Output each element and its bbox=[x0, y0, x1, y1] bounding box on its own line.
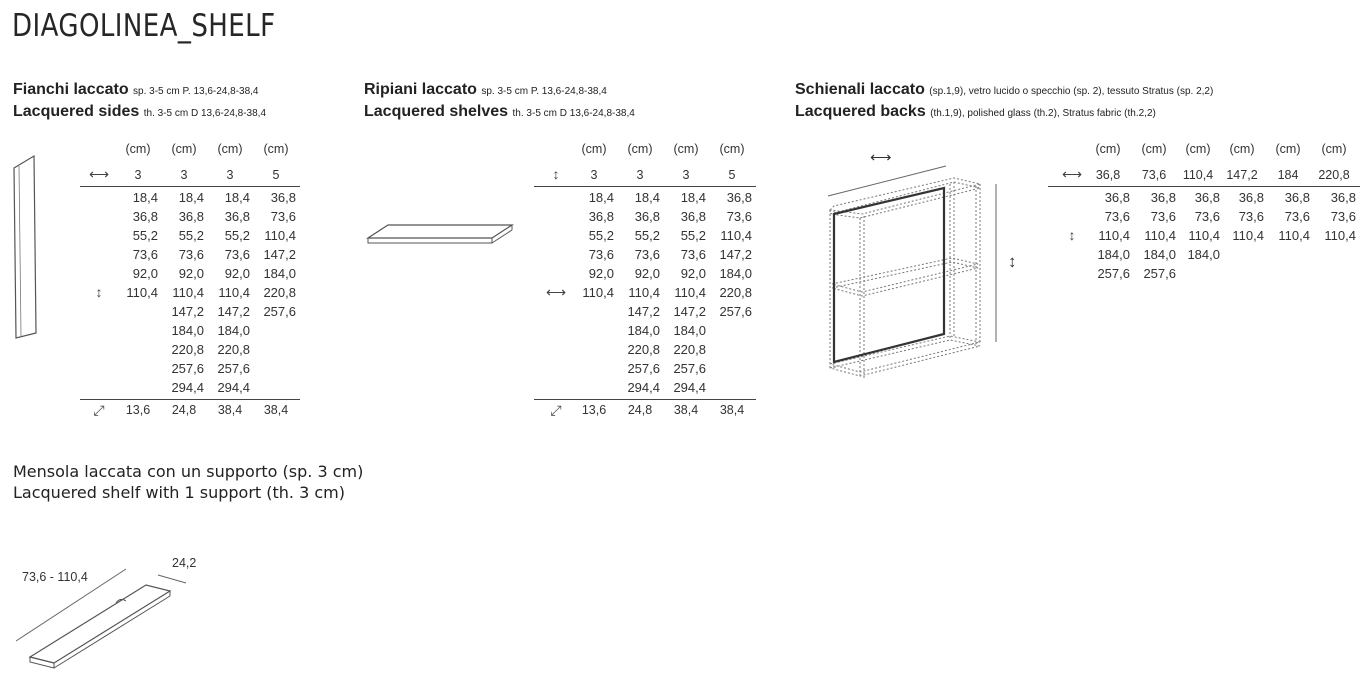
table-cell: 147,2 bbox=[673, 304, 706, 319]
table-cell: 110,4 bbox=[582, 285, 614, 300]
table-cell: 184,0 bbox=[171, 323, 204, 338]
unit-label: (cm) bbox=[1141, 142, 1167, 156]
unit-label: (cm) bbox=[171, 142, 197, 156]
table-cell: 147,2 bbox=[263, 247, 296, 262]
sides-title-it: Fianchi laccato bbox=[13, 81, 129, 98]
table-cell: 110,4 bbox=[1278, 228, 1310, 243]
table-cell: 18,4 bbox=[224, 190, 250, 205]
unit-label: (cm) bbox=[581, 142, 607, 156]
table-cell: 73,6 bbox=[1238, 209, 1264, 224]
header-dimension-icon: ⟷ bbox=[1061, 166, 1083, 182]
table-cell: 110,4 bbox=[1232, 228, 1264, 243]
header-value: 3 bbox=[180, 168, 188, 182]
table-cell: 73,6 bbox=[1194, 209, 1220, 224]
table-cell: 184,0 bbox=[1097, 247, 1130, 262]
mensola-title-en: Lacquered shelf with 1 support (th. 3 cm) bbox=[13, 483, 345, 502]
table-cell: 257,6 bbox=[719, 304, 752, 319]
table-cell: 55,2 bbox=[588, 228, 614, 243]
table-divider bbox=[1048, 186, 1360, 187]
body-dimension-icon: ↕ bbox=[95, 284, 103, 300]
unit-label: (cm) bbox=[1095, 142, 1121, 156]
table-cell: 36,8 bbox=[132, 209, 158, 224]
table-cell: 257,6 bbox=[171, 361, 204, 376]
mensola-heading bbox=[13, 461, 363, 503]
table-divider bbox=[534, 399, 756, 400]
unit-label: (cm) bbox=[673, 142, 699, 156]
backs-title-en: Lacquered backs bbox=[795, 103, 926, 120]
table-cell: 92,0 bbox=[588, 266, 614, 281]
header-value: 3 bbox=[590, 168, 598, 182]
table-cell: 36,8 bbox=[224, 209, 250, 224]
table-cell: 110,4 bbox=[1144, 228, 1176, 243]
footer-value: 38,4 bbox=[263, 403, 289, 417]
footer-value: 24,8 bbox=[627, 403, 653, 417]
table-cell: 73,6 bbox=[680, 247, 706, 262]
table-divider bbox=[80, 186, 300, 187]
footer-dimension-icon: ⤢ bbox=[550, 402, 562, 418]
table-cell: 92,0 bbox=[132, 266, 158, 281]
table-cell: 147,2 bbox=[719, 247, 752, 262]
table-cell: 220,8 bbox=[171, 342, 204, 357]
table-cell: 184,0 bbox=[719, 266, 752, 281]
table-cell: 257,6 bbox=[627, 361, 660, 376]
table-cell: 73,6 bbox=[634, 247, 660, 262]
table-cell: 184,0 bbox=[673, 323, 706, 338]
unit-label: (cm) bbox=[263, 142, 289, 156]
header-value: 220,8 bbox=[1318, 168, 1350, 182]
mensola-title-it: Mensola laccata con un supporto (sp. 3 cm) bbox=[13, 462, 364, 481]
table-cell: 110,4 bbox=[264, 228, 296, 243]
header-value: 110,4 bbox=[1182, 168, 1214, 182]
table-cell: 18,4 bbox=[680, 190, 706, 205]
table-cell: 73,6 bbox=[178, 247, 204, 262]
table-cell: 220,8 bbox=[673, 342, 706, 357]
table-cell: 184,0 bbox=[263, 266, 296, 281]
table-cell: 73,6 bbox=[270, 209, 296, 224]
table-cell: 36,8 bbox=[178, 209, 204, 224]
unit-label: (cm) bbox=[1321, 142, 1347, 156]
body-dimension-icon: ⟷ bbox=[545, 284, 567, 300]
header-dimension-icon: ↕ bbox=[552, 166, 560, 182]
table-cell: 147,2 bbox=[217, 304, 250, 319]
unit-label: (cm) bbox=[1275, 142, 1301, 156]
table-cell: 73,6 bbox=[588, 247, 614, 262]
table-cell: 110,4 bbox=[218, 285, 250, 300]
table-cell: 110,4 bbox=[674, 285, 706, 300]
table-divider bbox=[80, 399, 300, 400]
table-cell: 73,6 bbox=[1284, 209, 1310, 224]
shelves-detail-it: sp. 3-5 cm P. 13,6-24,8-38,4 bbox=[481, 86, 607, 97]
table-cell: 184,0 bbox=[1187, 247, 1220, 262]
table-cell: 18,4 bbox=[132, 190, 158, 205]
header-value: 3 bbox=[682, 168, 690, 182]
table-cell: 110,4 bbox=[172, 285, 204, 300]
backs-figure-width-symbol: ⟷ bbox=[870, 149, 892, 166]
table-cell: 18,4 bbox=[634, 190, 660, 205]
table-cell: 92,0 bbox=[224, 266, 250, 281]
mensola-depth-label: 24,2 bbox=[172, 556, 197, 570]
table-cell: 18,4 bbox=[178, 190, 204, 205]
backs-heading bbox=[795, 80, 1213, 124]
unit-label: (cm) bbox=[125, 142, 151, 156]
table-cell: 294,4 bbox=[171, 380, 204, 395]
table-cell: 36,8 bbox=[726, 190, 752, 205]
table-cell: 36,8 bbox=[680, 209, 706, 224]
footer-value: 13,6 bbox=[125, 403, 151, 417]
table-cell: 73,6 bbox=[132, 247, 158, 262]
table-cell: 257,6 bbox=[217, 361, 250, 376]
shelf-drawing bbox=[364, 222, 524, 252]
table-cell: 257,6 bbox=[1143, 266, 1176, 281]
table-cell: 220,8 bbox=[263, 285, 296, 300]
table-cell: 73,6 bbox=[726, 209, 752, 224]
table-cell: 73,6 bbox=[224, 247, 250, 262]
table-cell: 92,0 bbox=[178, 266, 204, 281]
table-cell: 110,4 bbox=[1188, 228, 1220, 243]
unit-label: (cm) bbox=[1185, 142, 1211, 156]
footer-value: 38,4 bbox=[673, 403, 699, 417]
table-cell: 55,2 bbox=[680, 228, 706, 243]
sides-detail-en: th. 3-5 cm D 13,6-24,8-38,4 bbox=[143, 108, 267, 119]
backs-table bbox=[1048, 142, 1368, 292]
table-cell: 257,6 bbox=[673, 361, 706, 376]
body-dimension-icon: ↕ bbox=[1068, 227, 1076, 243]
backs-title-it: Schienali laccato bbox=[795, 81, 925, 98]
header-dimension-icon: ⟷ bbox=[88, 166, 110, 182]
table-cell: 36,8 bbox=[1238, 190, 1264, 205]
table-cell: 147,2 bbox=[171, 304, 204, 319]
unit-label: (cm) bbox=[1229, 142, 1255, 156]
table-cell: 184,0 bbox=[217, 323, 250, 338]
header-value: 36,8 bbox=[1095, 168, 1121, 182]
unit-label: (cm) bbox=[719, 142, 745, 156]
backs-detail-en: (th.1,9), polished glass (th.2), Stratus fabric (th.2,2) bbox=[930, 108, 1156, 119]
table-cell: 55,2 bbox=[132, 228, 158, 243]
table-cell: 220,8 bbox=[217, 342, 250, 357]
shelves-detail-en: th. 3-5 cm D 13,6-24,8-38,4 bbox=[512, 108, 635, 119]
table-cell: 55,2 bbox=[224, 228, 250, 243]
table-cell: 294,4 bbox=[217, 380, 250, 395]
table-cell: 220,8 bbox=[627, 342, 660, 357]
shelves-title-it: Ripiani laccato bbox=[364, 81, 477, 98]
table-cell: 36,8 bbox=[1330, 190, 1356, 205]
table-cell: 36,8 bbox=[1150, 190, 1176, 205]
table-cell: 110,4 bbox=[720, 228, 752, 243]
header-value: 73,6 bbox=[1141, 168, 1167, 182]
table-cell: 36,8 bbox=[1194, 190, 1220, 205]
footer-value: 13,6 bbox=[581, 403, 607, 417]
shelves-table bbox=[534, 142, 764, 422]
table-cell: 73,6 bbox=[1330, 209, 1356, 224]
table-cell: 184,0 bbox=[1143, 247, 1176, 262]
table-cell: 147,2 bbox=[627, 304, 660, 319]
shelves-heading bbox=[364, 80, 635, 124]
table-divider bbox=[534, 186, 756, 187]
backs-detail-it: (sp.1,9), vetro lucido o specchio (sp. 2), tessuto Stratus (sp. 2,2) bbox=[929, 86, 1214, 97]
table-cell: 55,2 bbox=[178, 228, 204, 243]
table-cell: 36,8 bbox=[588, 209, 614, 224]
table-cell: 110,4 bbox=[126, 285, 158, 300]
sides-table bbox=[80, 142, 310, 422]
footer-value: 38,4 bbox=[719, 403, 745, 417]
table-cell: 36,8 bbox=[634, 209, 660, 224]
table-cell: 92,0 bbox=[680, 266, 706, 281]
header-value: 3 bbox=[636, 168, 644, 182]
table-cell: 55,2 bbox=[634, 228, 660, 243]
footer-value: 38,4 bbox=[217, 403, 243, 417]
header-value: 3 bbox=[226, 168, 234, 182]
table-cell: 36,8 bbox=[270, 190, 296, 205]
table-cell: 18,4 bbox=[588, 190, 614, 205]
mensola-drawing bbox=[8, 565, 208, 675]
shelves-title-en: Lacquered shelves bbox=[364, 103, 509, 120]
header-value: 5 bbox=[272, 168, 280, 182]
mensola-length-label: 73,6 - 110,4 bbox=[22, 570, 88, 584]
footer-value: 24,8 bbox=[171, 403, 197, 417]
table-cell: 110,4 bbox=[628, 285, 660, 300]
header-value: 184 bbox=[1277, 168, 1299, 182]
table-cell: 110,4 bbox=[1324, 228, 1356, 243]
table-cell: 184,0 bbox=[627, 323, 660, 338]
table-cell: 92,0 bbox=[634, 266, 660, 281]
header-value: 3 bbox=[134, 168, 142, 182]
table-cell: 73,6 bbox=[1150, 209, 1176, 224]
table-cell: 294,4 bbox=[627, 380, 660, 395]
table-cell: 220,8 bbox=[719, 285, 752, 300]
unit-label: (cm) bbox=[217, 142, 243, 156]
unit-label: (cm) bbox=[627, 142, 653, 156]
back-panel-drawing bbox=[820, 158, 1010, 398]
table-cell: 294,4 bbox=[673, 380, 706, 395]
table-cell: 257,6 bbox=[1097, 266, 1130, 281]
header-value: 147,2 bbox=[1226, 168, 1258, 182]
table-cell: 36,8 bbox=[1284, 190, 1310, 205]
page-title: DIAGOLINEA_SHELF bbox=[12, 8, 276, 44]
sides-detail-it: sp. 3-5 cm P. 13,6-24,8-38,4 bbox=[133, 86, 259, 97]
table-cell: 257,6 bbox=[263, 304, 296, 319]
sides-title-en: Lacquered sides bbox=[13, 103, 140, 120]
table-cell: 36,8 bbox=[1104, 190, 1130, 205]
header-value: 5 bbox=[728, 168, 736, 182]
side-panel-drawing bbox=[10, 150, 50, 340]
backs-figure-height-symbol: ↕ bbox=[1008, 252, 1017, 271]
table-cell: 110,4 bbox=[1098, 228, 1130, 243]
table-cell: 73,6 bbox=[1104, 209, 1130, 224]
footer-dimension-icon: ⤢ bbox=[93, 402, 105, 418]
sides-heading bbox=[13, 80, 266, 124]
